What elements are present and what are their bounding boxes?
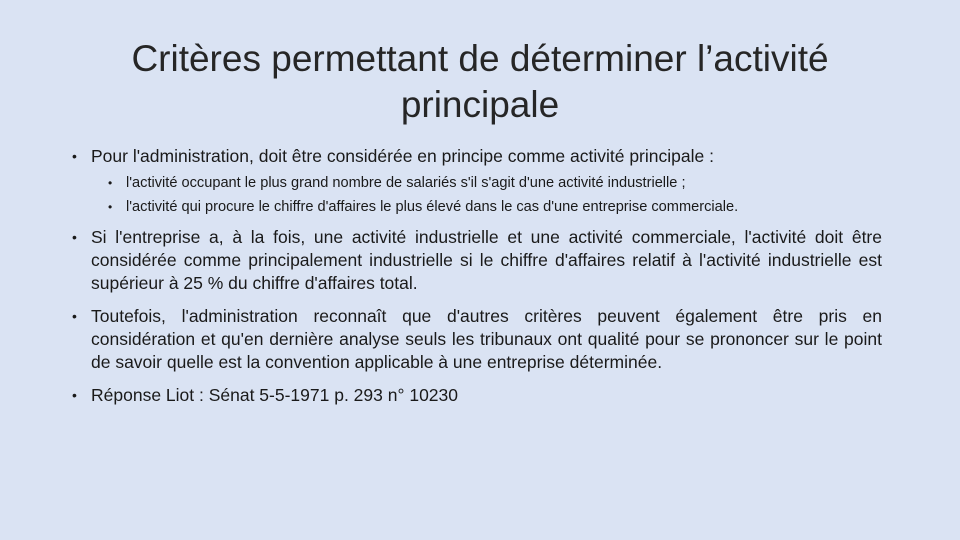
bullet-text: Toutefois, l'administration reconnaît que d'autres critères peuvent également être pris en considération et qu'en dernière analyse seuls les tribunaux ont qualité pour se prononcer sur le point de savoir quelle est la convention applicable à une entreprise déterminée.	[91, 306, 882, 372]
bullet-icon: •	[108, 200, 113, 214]
bullet-text: Pour l'administration, doit être considérée en principe comme activité principale :	[91, 146, 714, 166]
bullet-item	[72, 145, 882, 168]
sub-bullet-text: l'activité occupant le plus grand nombre de salariés s'il s'agit d'une activité industrielle ;	[126, 175, 686, 191]
sub-bullet-list	[108, 174, 882, 217]
slide-title: Critères permettant de déterminer l’activité principale	[131, 38, 829, 125]
bullet-item	[72, 305, 882, 374]
bullet-text: Si l'entreprise a, à la fois, une activité industrielle et une activité commerciale, l'activité doit être considérée comme principalement industrielle si le chiffre d'affaires relatif à l'activité industrielle est supérieur à 25 % du chiffre d'affaires total.	[91, 227, 882, 293]
sub-bullet-item	[108, 198, 882, 217]
bullet-item	[72, 384, 882, 407]
bullet-icon: •	[108, 176, 113, 190]
bullet-icon: •	[72, 229, 77, 245]
bullet-icon: •	[72, 308, 77, 324]
bullet-icon: •	[72, 148, 77, 164]
slide-body	[72, 145, 882, 417]
sub-bullet-text: l'activité qui procure le chiffre d'affaires le plus élevé dans le cas d'une entreprise commerciale.	[126, 199, 739, 215]
sub-bullet-item	[108, 174, 882, 193]
bullet-icon: •	[72, 387, 77, 403]
bullet-text: Réponse Liot : Sénat 5-5-1971 p. 293 n° 10230	[91, 385, 458, 405]
bullet-item	[72, 226, 882, 295]
